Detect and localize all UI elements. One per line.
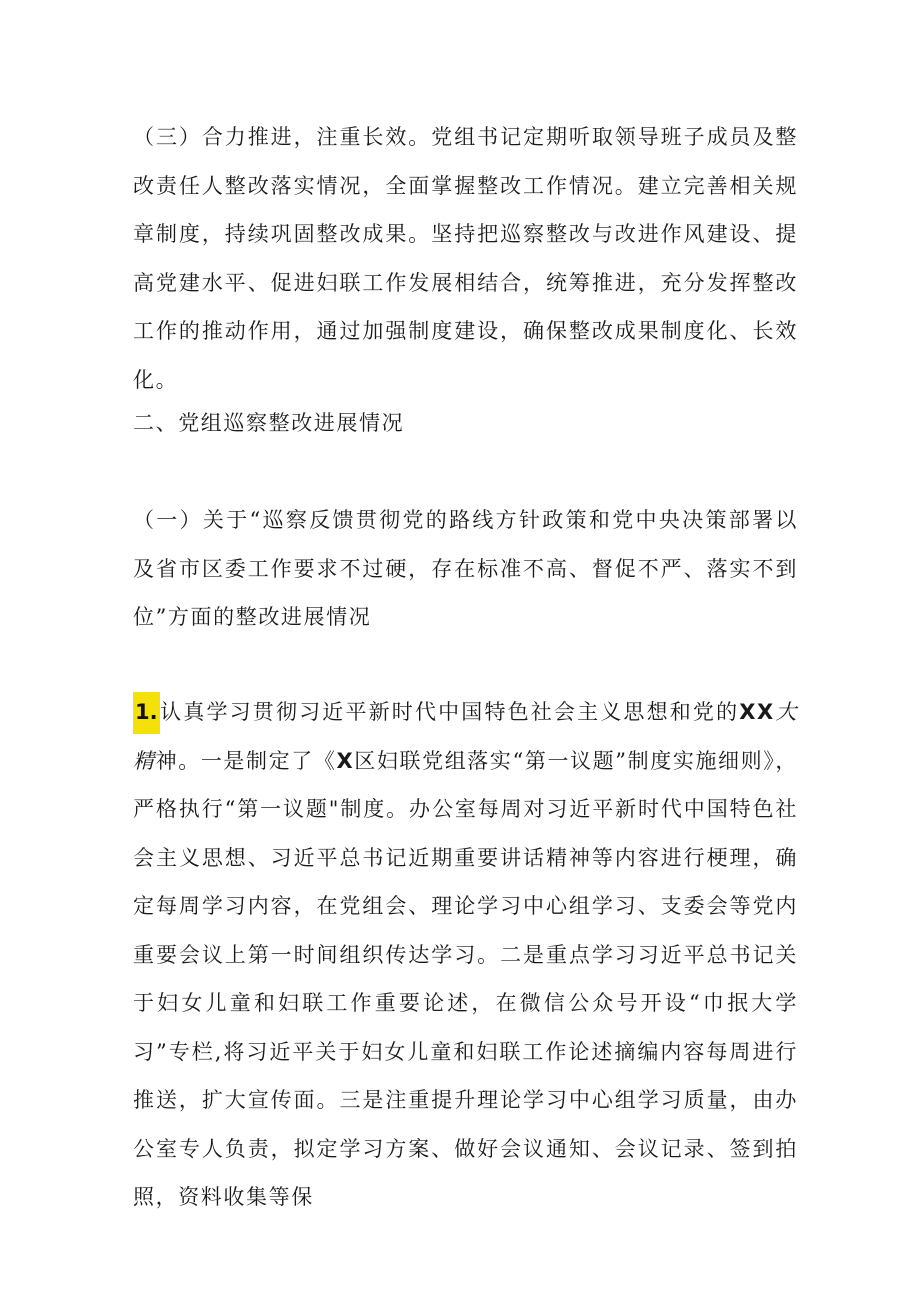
item-one-text-c: 区妇联党组落实“第一议题”制度实施细则》，严格执行“第一议题"制度。办公室每周对习近平新时代中国特色社会主义思想、习近平总书记近期重要讲话精神等内容进行梗理，确定每周学习内容，在党组会、理论学习中心组学习、支委会等党内重要会议上第一时间组织传达学习。二是重点学习习近平总书记关于妇女儿童和妇联工作重要论述，在微信公众号开设“巾抿大学习”专栏,将习近平关于妇女儿童和妇联工作论述摘编内容每周进行推送，扩大宣传面。三是注重提升理论学习中心组学习质量，由办公室专人负责，拟定学习方案、做好会议通知、会议记录、签到拍照，资料收集等保 [133, 748, 798, 1209]
item-one-text-a: 认真学习贯彻习近平新时代中国特色社会主义思想和党的 [159, 700, 740, 724]
item-one-paragraph [133, 688, 798, 1222]
highlighted-item-number: 1. [133, 692, 160, 734]
item-one-text-b: 神。一是制定了《 [155, 748, 337, 773]
item-one-italic: 大精 [133, 700, 798, 773]
section-heading-two: 二、党组巡察整改进展情况 [133, 411, 405, 435]
item-one-bold-xx: XX [739, 700, 775, 724]
item-one-bold-x: X [336, 748, 355, 773]
subsection-one-heading: （一）关于“巡察反馈贯彻党的路线方针政策和党中央决策部署以及省市区委工作要求不过硬，存在标准不高、督促不严、落实不到位”方面的整改进展情况 [133, 508, 798, 629]
section-three-paragraph: （三）合力推进，注重长效。党组书记定期听取领导班子成员及整改责任人整改落实情况，全面掌握整改工作情况。建立完善相关规章制度，持续巩固整改成果。坚持把巡察整改与改进作风建设、提高党建水平、促进妇联工作发展相结合，统筹推进，充分发挥整改工作的推动作用，通过加强制度建设，确保整改成果制度化、长效化。 [133, 125, 798, 392]
